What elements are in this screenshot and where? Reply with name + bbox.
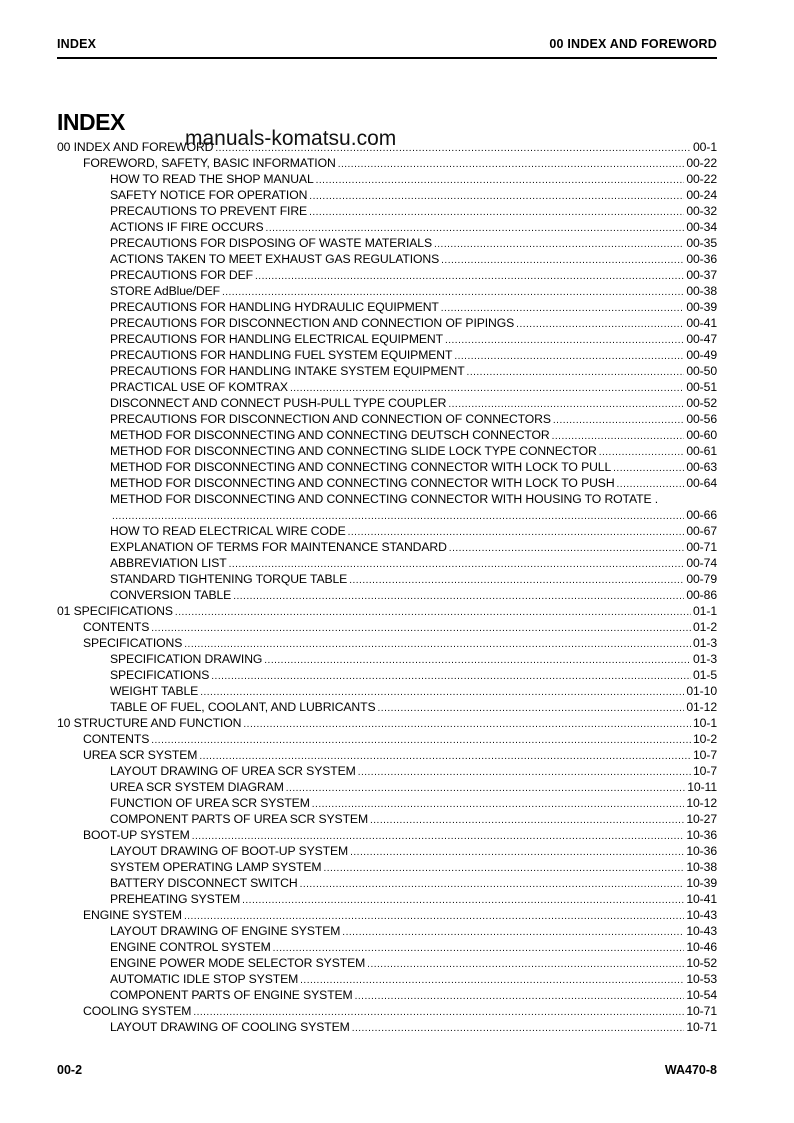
entry-page: 10-1: [693, 716, 717, 730]
header-right: 00 INDEX AND FOREWORD: [549, 37, 717, 51]
entry-page: 00-39: [686, 300, 717, 314]
page-number: 00-2: [57, 1063, 83, 1077]
entry-title: METHOD FOR DISCONNECTING AND CONNECTING CONNECTOR WITH LOCK TO PULL: [110, 460, 612, 474]
toc-entry[interactable]: [57, 187, 717, 203]
entry-title: AUTOMATIC IDLE STOP SYSTEM: [110, 972, 299, 986]
entry-title: ENGINE CONTROL SYSTEM: [110, 940, 271, 954]
page-header: [57, 37, 717, 51]
entry-page: 10-11: [687, 780, 717, 794]
entry-title: PRECAUTIONS FOR HANDLING ELECTRICAL EQUIPMENT: [110, 332, 443, 346]
toc-entry[interactable]: [57, 507, 717, 523]
toc-entry[interactable]: [57, 619, 717, 635]
entry-title: BOOT-UP SYSTEM: [83, 828, 190, 842]
toc-entry[interactable]: [57, 875, 717, 891]
toc-entry[interactable]: [57, 923, 717, 939]
entry-title: METHOD FOR DISCONNECTING AND CONNECTING CONNECTOR WITH LOCK TO PUSH: [110, 476, 615, 490]
entry-title: LAYOUT DRAWING OF ENGINE SYSTEM: [110, 924, 341, 938]
entry-title: DISCONNECT AND CONNECT PUSH-PULL TYPE COUPLER: [110, 396, 447, 410]
toc-entry[interactable]: [57, 731, 717, 747]
entry-page: 10-39: [686, 876, 717, 890]
page-title: INDEX: [57, 109, 125, 135]
toc-entry[interactable]: [57, 971, 717, 987]
toc-entry[interactable]: [57, 523, 717, 539]
watermark: manuals-komatsu.com: [185, 127, 397, 150]
entry-title: SPECIFICATIONS: [83, 636, 183, 650]
entry-title: METHOD FOR DISCONNECTING AND CONNECTING DEUTSCH CONNECTOR: [110, 428, 550, 442]
dot-leader: [352, 1019, 685, 1037]
entry-title: ENGINE POWER MODE SELECTOR SYSTEM: [110, 956, 366, 970]
toc-entry[interactable]: [57, 395, 717, 411]
entry-page: 10-54: [686, 988, 717, 1002]
entry-title: LAYOUT DRAWING OF BOOT-UP SYSTEM: [110, 844, 349, 858]
toc-entry[interactable]: [57, 779, 717, 795]
entry-page: 10-38: [686, 860, 717, 874]
toc-entry[interactable]: [57, 827, 717, 843]
toc-entry[interactable]: [57, 283, 717, 299]
entry-title: LAYOUT DRAWING OF COOLING SYSTEM: [110, 1020, 350, 1034]
toc-entry[interactable]: [57, 683, 717, 699]
toc-entry[interactable]: [57, 155, 717, 171]
entry-title: FUNCTION OF UREA SCR SYSTEM: [110, 796, 310, 810]
entry-title: COMPONENT PARTS OF UREA SCR SYSTEM: [110, 812, 368, 826]
entry-title: UREA SCR SYSTEM DIAGRAM: [110, 780, 284, 794]
entry-page: 00-56: [686, 412, 717, 426]
entry-title: PRECAUTIONS FOR HANDLING FUEL SYSTEM EQUIPMENT: [110, 348, 453, 362]
toc-entry[interactable]: [57, 955, 717, 971]
entry-page: 00-1: [693, 140, 717, 154]
entry-title: METHOD FOR DISCONNECTING AND CONNECTING SLIDE LOCK TYPE CONNECTOR: [110, 444, 597, 458]
entry-page: 00-66: [686, 508, 717, 522]
toc-entry[interactable]: [57, 907, 717, 923]
entry-title: LAYOUT DRAWING OF UREA SCR SYSTEM: [110, 764, 356, 778]
entry-title: SYSTEM OPERATING LAMP SYSTEM: [110, 860, 322, 874]
page-footer: [57, 1063, 717, 1077]
entry-title: PRECAUTIONS FOR HANDLING INTAKE SYSTEM EQUIPMENT: [110, 364, 465, 378]
entry-page: 00-61: [686, 444, 717, 458]
toc-entry[interactable]: [57, 1003, 717, 1019]
toc-entry[interactable]: [57, 1019, 717, 1035]
entry-page: 00-36: [686, 252, 717, 266]
toc-entry[interactable]: [57, 203, 717, 219]
toc-entry[interactable]: [57, 843, 717, 859]
model-number: WA470-8: [664, 1063, 717, 1077]
toc-entry[interactable]: [57, 219, 717, 235]
entry-page: 01-1: [693, 604, 717, 618]
toc-entry[interactable]: [57, 363, 717, 379]
entry-page: 10-2: [693, 732, 717, 746]
entry-title: BATTERY DISCONNECT SWITCH: [110, 876, 298, 890]
toc-entry[interactable]: [57, 795, 717, 811]
entry-title: TABLE OF FUEL, COOLANT, AND LUBRICANTS: [110, 700, 376, 714]
entry-page: 10-41: [686, 892, 717, 906]
entry-page: 00-71: [686, 540, 717, 554]
toc-entry[interactable]: [57, 939, 717, 955]
entry-page: 00-22: [686, 172, 717, 186]
entry-title: CONTENTS: [83, 620, 150, 634]
entry-title: SPECIFICATIONS: [110, 668, 210, 682]
entry-title: 10 STRUCTURE AND FUNCTION: [57, 716, 242, 730]
entry-page: 01-2: [693, 620, 717, 634]
entry-page: 01-3: [693, 652, 717, 666]
entry-page: 00-67: [686, 524, 717, 538]
toc-entry[interactable]: [57, 491, 717, 507]
entry-page: 01-12: [686, 700, 717, 714]
entry-page: 10-7: [693, 748, 717, 762]
toc-entry[interactable]: [57, 667, 717, 683]
entry-page: 00-50: [686, 364, 717, 378]
toc-entry[interactable]: [57, 411, 717, 427]
entry-page: 00-86: [686, 588, 717, 602]
entry-page: 00-37: [686, 268, 717, 282]
entry-title: ENGINE SYSTEM: [83, 908, 182, 922]
entry-title: PRECAUTIONS FOR DISPOSING OF WASTE MATERIALS: [110, 236, 432, 250]
entry-page: 00-49: [686, 348, 717, 362]
entry-title: SPECIFICATION DRAWING: [110, 652, 263, 666]
entry-title: EXPLANATION OF TERMS FOR MAINTENANCE STANDARD: [110, 540, 447, 554]
entry-page: 00-32: [686, 204, 717, 218]
entry-page: 00-74: [686, 556, 717, 570]
entry-page: 10-12: [686, 796, 717, 810]
toc-entry[interactable]: [57, 459, 717, 475]
toc-entry[interactable]: [57, 347, 717, 363]
entry-title: UREA SCR SYSTEM: [83, 748, 198, 762]
entry-page: 10-36: [686, 844, 717, 858]
entry-page: 10-71: [686, 1020, 717, 1034]
toc-entry[interactable]: [57, 379, 717, 395]
toc-entry[interactable]: [57, 555, 717, 571]
toc-entry[interactable]: [57, 315, 717, 331]
entry-page: 10-71: [686, 1004, 717, 1018]
toc-entry[interactable]: [57, 587, 717, 603]
toc-entry[interactable]: [57, 235, 717, 251]
entry-page: 00-38: [686, 284, 717, 298]
toc-entry[interactable]: [57, 171, 717, 187]
entry-page: 10-7: [693, 764, 717, 778]
entry-title: PRECAUTIONS FOR DEF: [110, 268, 254, 282]
entry-title: PRACTICAL USE OF KOMTRAX: [110, 380, 288, 394]
entry-title: PRECAUTIONS FOR DISCONNECTION AND CONNECTION OF PIPINGS: [110, 316, 515, 330]
entry-title: 01 SPECIFICATIONS: [57, 604, 173, 618]
entry-title: STORE AdBlue/DEF: [110, 284, 220, 298]
toc-entry[interactable]: [57, 763, 717, 779]
toc-entry[interactable]: [57, 251, 717, 267]
entry-page: 00-34: [686, 220, 717, 234]
entry-title: SAFETY NOTICE FOR OPERATION: [110, 188, 308, 202]
toc-entry[interactable]: [57, 859, 717, 875]
toc-entry[interactable]: [57, 699, 717, 715]
entry-title: PRECAUTIONS FOR HANDLING HYDRAULIC EQUIPMENT: [110, 300, 439, 314]
toc-entry[interactable]: [57, 427, 717, 443]
toc-entry[interactable]: [57, 331, 717, 347]
entry-page: 10-53: [686, 972, 717, 986]
entry-title: 00 INDEX AND FOREWORD: [57, 140, 214, 154]
toc-entry[interactable]: [57, 747, 717, 763]
toc-entry[interactable]: [57, 715, 717, 731]
entry-page: 00-64: [686, 476, 717, 490]
entry-page: 01-3: [693, 636, 717, 650]
entry-page: 00-24: [686, 188, 717, 202]
toc-entry[interactable]: [57, 635, 717, 651]
entry-title: CONTENTS: [83, 732, 150, 746]
entry-page: 00-79: [686, 572, 717, 586]
toc-entry[interactable]: [57, 571, 717, 587]
entry-title: COMPONENT PARTS OF ENGINE SYSTEM: [110, 988, 353, 1002]
toc-entry[interactable]: [57, 987, 717, 1003]
toc-entry[interactable]: [57, 443, 717, 459]
entry-title: ABBREVIATION LIST: [110, 556, 227, 570]
entry-title: FOREWORD, SAFETY, BASIC INFORMATION: [83, 156, 336, 170]
header-rule: [57, 57, 717, 59]
toc-entry[interactable]: [57, 475, 717, 491]
entry-page: 01-5: [693, 668, 717, 682]
table-of-contents: [57, 139, 717, 1035]
entry-title: CONVERSION TABLE: [110, 588, 232, 602]
entry-page: 00-35: [686, 236, 717, 250]
toc-entry[interactable]: [57, 267, 717, 283]
entry-title: METHOD FOR DISCONNECTING AND CONNECTING CONNECTOR WITH HOUSING TO ROTATE .: [110, 492, 659, 506]
entry-page: 10-46: [686, 940, 717, 954]
entry-page: 10-43: [686, 908, 717, 922]
toc-entry[interactable]: [57, 811, 717, 827]
entry-title: ACTIONS IF FIRE OCCURS: [110, 220, 264, 234]
entry-page: 10-52: [686, 956, 717, 970]
toc-entry[interactable]: [57, 651, 717, 667]
entry-page: 10-43: [686, 924, 717, 938]
entry-title: PRECAUTIONS FOR DISCONNECTION AND CONNECTION OF CONNECTORS: [110, 412, 551, 426]
entry-page: 00-52: [686, 396, 717, 410]
header-left: INDEX: [57, 37, 97, 51]
entry-page: 00-47: [686, 332, 717, 346]
entry-page: 01-10: [686, 684, 717, 698]
toc-entry[interactable]: [57, 891, 717, 907]
entry-title: HOW TO READ ELECTRICAL WIRE CODE: [110, 524, 346, 538]
entry-page: 00-22: [686, 156, 717, 170]
entry-page: 10-27: [686, 812, 717, 826]
entry-page: 00-41: [686, 316, 717, 330]
entry-title: WEIGHT TABLE: [110, 684, 199, 698]
toc-entry[interactable]: [57, 299, 717, 315]
entry-page: 00-51: [686, 380, 717, 394]
toc-entry[interactable]: [57, 603, 717, 619]
entry-page: 00-63: [686, 460, 717, 474]
entry-title: HOW TO READ THE SHOP MANUAL: [110, 172, 314, 186]
entry-page: 00-60: [686, 428, 717, 442]
entry-title: PRECAUTIONS TO PREVENT FIRE: [110, 204, 308, 218]
entry-page: 10-36: [686, 828, 717, 842]
entry-title: COOLING SYSTEM: [83, 1004, 192, 1018]
entry-title: PREHEATING SYSTEM: [110, 892, 241, 906]
entry-title: STANDARD TIGHTENING TORQUE TABLE: [110, 572, 348, 586]
toc-entry[interactable]: [57, 539, 717, 555]
entry-title: ACTIONS TAKEN TO MEET EXHAUST GAS REGULATIONS: [110, 252, 440, 266]
